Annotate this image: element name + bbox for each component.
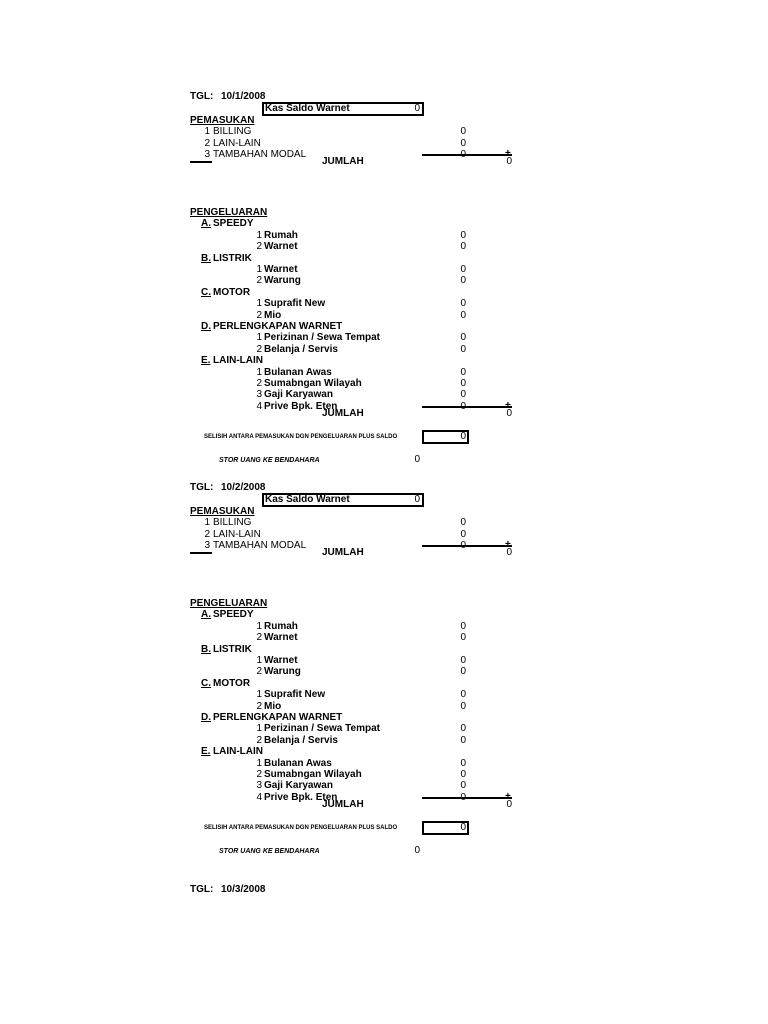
category-letter: A. bbox=[201, 218, 211, 230]
expense-row-value: 0 bbox=[460, 655, 466, 666]
selisih-value: 0 bbox=[460, 430, 466, 442]
pengeluaran-jumlah-value: 0 bbox=[506, 798, 512, 810]
expense-row-no: 1 bbox=[256, 264, 262, 275]
kas-saldo-label: Kas Saldo Warnet bbox=[265, 103, 350, 114]
expense-row-value: 0 bbox=[460, 689, 466, 701]
pemasukan-jumlah-label: JUMLAH bbox=[322, 547, 364, 559]
expense-row-value: 0 bbox=[460, 229, 466, 241]
expense-row-no: 2 bbox=[256, 632, 262, 644]
expense-row-label: Warnet bbox=[264, 264, 298, 275]
pemasukan-heading: PEMASUKAN bbox=[190, 115, 255, 126]
pengeluaran-jumlah-value: 0 bbox=[506, 407, 512, 419]
category-letter: A. bbox=[201, 609, 211, 621]
expense-row-label: Warung bbox=[264, 275, 301, 287]
expense-row-value: 0 bbox=[460, 366, 466, 378]
expense-row-label: Perizinan / Sewa Tempat bbox=[264, 723, 380, 735]
expense-row-value: 0 bbox=[460, 389, 466, 401]
category-title: PERLENGKAPAN WARNET bbox=[213, 712, 343, 723]
tgl-label: TGL: bbox=[190, 482, 214, 493]
category-title: SPEEDY bbox=[213, 609, 254, 621]
expense-row-no: 3 bbox=[256, 780, 262, 792]
expense-row-value: 0 bbox=[460, 780, 466, 792]
pemasukan-row-label: LAIN-LAIN bbox=[213, 137, 261, 149]
expense-row-value: 0 bbox=[460, 343, 466, 355]
kas-saldo-value: 0 bbox=[414, 494, 420, 505]
pengeluaran-heading: PENGELUARAN bbox=[190, 598, 268, 609]
expense-row-no: 2 bbox=[256, 734, 262, 746]
next-date-value: 10/3/2008 bbox=[221, 884, 266, 895]
expense-row-label: Bulanan Awas bbox=[264, 757, 332, 769]
expense-row-no: 1 bbox=[256, 366, 262, 378]
expense-row-value: 0 bbox=[460, 309, 466, 321]
pemasukan-row-label: LAIN-LAIN bbox=[213, 528, 261, 540]
expense-row-value: 0 bbox=[460, 769, 466, 780]
expense-row-value: 0 bbox=[460, 378, 466, 389]
expense-row-value: 0 bbox=[460, 632, 466, 644]
expense-row-label: Suprafit New bbox=[264, 689, 326, 701]
pemasukan-row-label: BILLING bbox=[213, 517, 252, 529]
pemasukan-heading: PEMASUKAN bbox=[190, 506, 255, 517]
category-letter: E. bbox=[201, 746, 211, 758]
expense-row-value: 0 bbox=[460, 723, 466, 735]
expense-row-label: Sumabngan Wilayah bbox=[264, 769, 362, 780]
expense-row-label: Prive Bpk. Eten bbox=[264, 400, 338, 412]
expense-row-no: 2 bbox=[256, 769, 262, 780]
category-letter: D. bbox=[201, 712, 211, 723]
expense-row-no: 2 bbox=[256, 700, 262, 712]
expense-row-label: Suprafit New bbox=[264, 298, 326, 310]
pemasukan-jumlah-value: 0 bbox=[506, 156, 512, 168]
stor-label: STOR UANG KE BENDAHARA bbox=[219, 847, 320, 855]
pemasukan-row-value: 0 bbox=[460, 540, 466, 552]
expense-row-value: 0 bbox=[460, 400, 466, 412]
pemasukan-row-no: 1 bbox=[204, 126, 210, 138]
pengeluaran-jumlah-label: JUMLAH bbox=[322, 407, 364, 419]
expense-row-label: Perizinan / Sewa Tempat bbox=[264, 332, 380, 344]
pemasukan-row-value: 0 bbox=[460, 517, 466, 529]
expense-row-no: 1 bbox=[256, 229, 262, 241]
expense-row-value: 0 bbox=[460, 666, 466, 678]
category-letter: C. bbox=[201, 677, 211, 689]
pemasukan-plus: + bbox=[505, 539, 511, 551]
pemasukan-row-no: 3 bbox=[204, 540, 210, 552]
category-letter: D. bbox=[201, 321, 211, 332]
pengeluaran-jumlah-label: JUMLAH bbox=[322, 798, 364, 810]
stor-label: STOR UANG KE BENDAHARA bbox=[219, 456, 320, 464]
expense-row-no: 2 bbox=[256, 666, 262, 678]
pemasukan-plus: + bbox=[505, 148, 511, 160]
expense-row-no: 4 bbox=[256, 400, 262, 412]
date-value: 10/2/2008 bbox=[221, 482, 266, 493]
expense-row-label: Warnet bbox=[264, 632, 298, 644]
pemasukan-left-rule bbox=[190, 552, 212, 554]
expense-row-no: 1 bbox=[256, 723, 262, 735]
expense-row-label: Belanja / Servis bbox=[264, 734, 338, 746]
expense-row-value: 0 bbox=[460, 791, 466, 803]
pemasukan-jumlah-label: JUMLAH bbox=[322, 156, 364, 168]
pemasukan-row-no: 2 bbox=[204, 528, 210, 540]
expense-row-label: Sumabngan Wilayah bbox=[264, 378, 362, 389]
category-title: SPEEDY bbox=[213, 218, 254, 230]
selisih-label: SELISIH ANTARA PEMASUKAN DGN PENGELUARAN PLUS SALDO bbox=[204, 433, 398, 440]
expense-row-no: 2 bbox=[256, 343, 262, 355]
expense-row-value: 0 bbox=[460, 620, 466, 632]
pemasukan-row-label: TAMBAHAN MODAL bbox=[213, 149, 307, 161]
pemasukan-left-rule bbox=[190, 161, 212, 163]
category-title: PERLENGKAPAN WARNET bbox=[213, 321, 343, 332]
category-title: LAIN-LAIN bbox=[213, 355, 263, 367]
category-letter: E. bbox=[201, 355, 211, 367]
expense-row-value: 0 bbox=[460, 264, 466, 275]
pengeluaran-plus: + bbox=[505, 790, 511, 802]
expense-row-no: 3 bbox=[256, 389, 262, 401]
expense-row-no: 2 bbox=[256, 378, 262, 389]
expense-row-label: Gaji Karyawan bbox=[264, 389, 333, 401]
expense-row-no: 4 bbox=[256, 791, 262, 803]
pemasukan-row-value: 0 bbox=[460, 528, 466, 540]
expense-row-label: Warung bbox=[264, 666, 301, 678]
expense-row-value: 0 bbox=[460, 757, 466, 769]
expense-row-no: 1 bbox=[256, 620, 262, 632]
category-title: MOTOR bbox=[213, 677, 251, 689]
expense-row-value: 0 bbox=[460, 275, 466, 287]
expense-row-no: 1 bbox=[256, 757, 262, 769]
stor-value: 0 bbox=[414, 844, 420, 856]
category-title: LISTRIK bbox=[213, 252, 252, 264]
pemasukan-row-label: BILLING bbox=[213, 126, 252, 138]
pengeluaran-plus: + bbox=[505, 399, 511, 411]
tgl-label: TGL: bbox=[190, 91, 214, 102]
expense-row-label: Rumah bbox=[264, 620, 298, 632]
pemasukan-row-no: 3 bbox=[204, 149, 210, 161]
pemasukan-row-no: 1 bbox=[204, 517, 210, 529]
pemasukan-row-value: 0 bbox=[460, 137, 466, 149]
expense-row-value: 0 bbox=[460, 700, 466, 712]
expense-row-no: 1 bbox=[256, 689, 262, 701]
expense-row-no: 2 bbox=[256, 309, 262, 321]
expense-row-value: 0 bbox=[460, 241, 466, 253]
expense-row-no: 1 bbox=[256, 332, 262, 344]
expense-row-value: 0 bbox=[460, 734, 466, 746]
expense-row-label: Belanja / Servis bbox=[264, 343, 338, 355]
expense-row-label: Gaji Karyawan bbox=[264, 780, 333, 792]
pemasukan-row-label: TAMBAHAN MODAL bbox=[213, 540, 307, 552]
pengeluaran-heading: PENGELUARAN bbox=[190, 207, 268, 218]
kas-saldo-value: 0 bbox=[414, 103, 420, 114]
expense-row-label: Bulanan Awas bbox=[264, 366, 332, 378]
selisih-label: SELISIH ANTARA PEMASUKAN DGN PENGELUARAN PLUS SALDO bbox=[204, 824, 398, 831]
date-value: 10/1/2008 bbox=[221, 91, 266, 102]
expense-row-value: 0 bbox=[460, 298, 466, 310]
category-title: LAIN-LAIN bbox=[213, 746, 263, 758]
pemasukan-row-value: 0 bbox=[460, 149, 466, 161]
expense-row-label: Warnet bbox=[264, 241, 298, 253]
expense-row-no: 1 bbox=[256, 655, 262, 666]
category-letter: B. bbox=[201, 643, 211, 655]
expense-row-label: Warnet bbox=[264, 655, 298, 666]
expense-row-label: Rumah bbox=[264, 229, 298, 241]
category-letter: B. bbox=[201, 252, 211, 264]
expense-row-no: 2 bbox=[256, 275, 262, 287]
expense-row-no: 1 bbox=[256, 298, 262, 310]
expense-row-label: Mio bbox=[264, 309, 282, 321]
kas-saldo-label: Kas Saldo Warnet bbox=[265, 494, 350, 505]
pemasukan-jumlah-value: 0 bbox=[506, 547, 512, 559]
expense-row-label: Prive Bpk. Eten bbox=[264, 791, 338, 803]
category-title: LISTRIK bbox=[213, 643, 252, 655]
category-title: MOTOR bbox=[213, 286, 251, 298]
selisih-value: 0 bbox=[460, 821, 466, 833]
pemasukan-row-value: 0 bbox=[460, 126, 466, 138]
expense-row-label: Mio bbox=[264, 700, 282, 712]
stor-value: 0 bbox=[414, 453, 420, 465]
pemasukan-row-no: 2 bbox=[204, 137, 210, 149]
expense-row-value: 0 bbox=[460, 332, 466, 344]
tgl-label: TGL: bbox=[190, 884, 214, 895]
category-letter: C. bbox=[201, 286, 211, 298]
expense-row-no: 2 bbox=[256, 241, 262, 253]
